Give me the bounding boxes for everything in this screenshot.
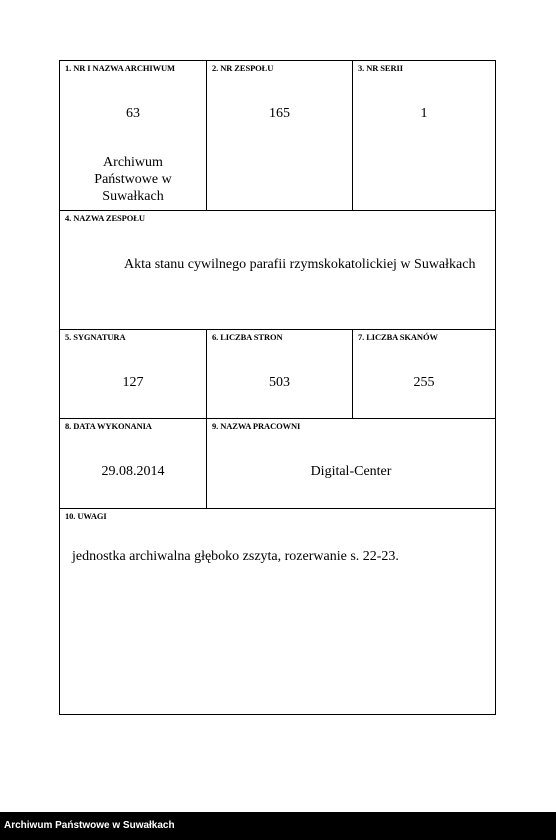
fonds-number: 165 <box>269 106 290 121</box>
pages-cell <box>206 330 352 418</box>
scans-cell <box>352 330 495 418</box>
form-row-counts <box>60 329 495 418</box>
metadata-form <box>59 60 496 715</box>
archive-cell <box>60 61 206 210</box>
pages-value: 503 <box>269 375 290 390</box>
fonds-name-cell <box>60 211 495 329</box>
studio-label: 9. NAZWA PRACOWNI <box>212 421 301 431</box>
series-label: 3. NR SERII <box>358 63 403 73</box>
form-row-fonds-name <box>60 210 495 329</box>
footer-archive-name: Archiwum Państwowe w Suwałkach <box>4 820 175 831</box>
notes-label: 10. UWAGI <box>65 511 107 521</box>
signature-cell <box>60 330 206 418</box>
form-row-notes <box>60 508 495 714</box>
studio-cell <box>206 419 495 508</box>
studio-value: Digital-Center <box>310 464 392 479</box>
series-number: 1 <box>420 106 428 121</box>
fonds-name-label: 4. NAZWA ZESPOŁU <box>65 213 145 223</box>
fonds-name: Akta stanu cywilnego parafii rzymskokatolickiej w Suwałkach <box>124 257 476 272</box>
form-row-archive <box>60 61 495 210</box>
fonds-number-cell <box>206 61 352 210</box>
archive-number: 63 <box>126 106 140 121</box>
scans-value: 255 <box>413 375 435 390</box>
pages-label: 6. LICZBA STRON <box>212 332 283 342</box>
notes-value: jednostka archiwalna głęboko zszyta, rozerwanie s. 22-23. <box>72 549 399 564</box>
fonds-number-label: 2. NR ZESPOŁU <box>212 63 274 73</box>
date-label: 8. DATA WYKONANIA <box>65 421 152 431</box>
form-row-date-studio <box>60 418 495 508</box>
archive-name: Archiwum Państwowe w Suwałkach <box>94 155 172 204</box>
footer-bar <box>0 812 556 840</box>
date-value: 29.08.2014 <box>101 464 165 479</box>
series-cell <box>352 61 495 210</box>
date-cell <box>60 419 206 508</box>
notes-cell <box>60 509 495 714</box>
signature-label: 5. SYGNATURA <box>65 332 126 342</box>
scans-label: 7. LICZBA SKANÓW <box>358 332 438 342</box>
signature-value: 127 <box>122 375 144 390</box>
archive-label: 1. NR I NAZWA ARCHIWUM <box>65 63 175 73</box>
